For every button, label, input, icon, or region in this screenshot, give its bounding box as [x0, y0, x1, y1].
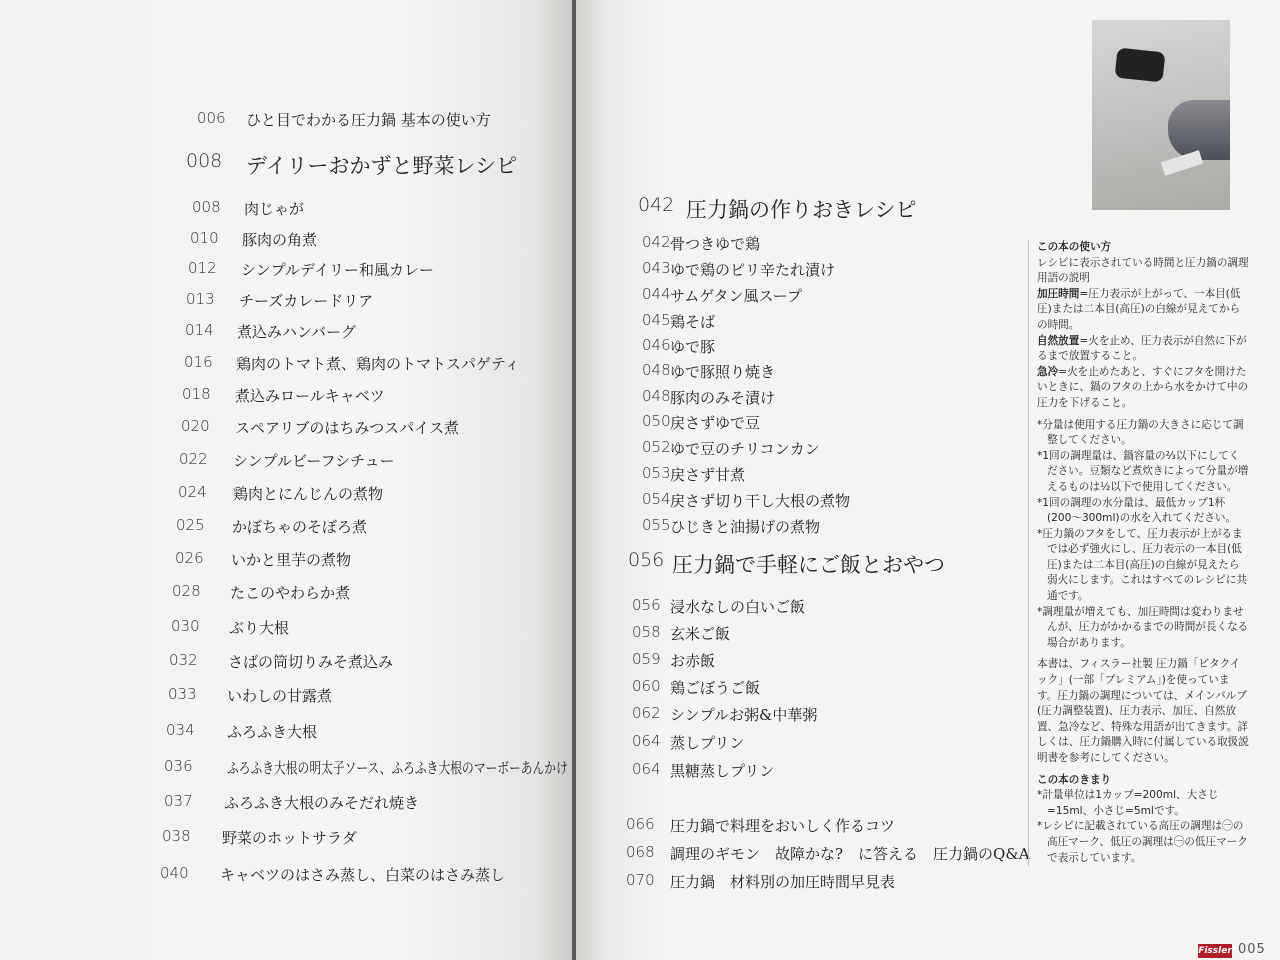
- toc-page-number: 028: [172, 582, 201, 600]
- toc-page-number: 040: [160, 864, 189, 882]
- toc-title: 玄米ご飯: [670, 625, 731, 643]
- toc-title: 煮込みロールキャベツ: [235, 387, 385, 405]
- pressure-cooker-photo: [1092, 20, 1230, 210]
- toc-title: 圧力鍋で手軽にご飯とおやつ: [672, 553, 945, 577]
- toc-page-number: 045: [642, 311, 671, 329]
- toc-title: シンプルデイリー和風カレー: [241, 261, 434, 279]
- toc-page-number: 043: [642, 259, 671, 277]
- rules-heading: この本のきまり: [1037, 773, 1112, 786]
- how-to-use-sidebar: [1028, 240, 1249, 866]
- toc-page-number: 016: [184, 353, 213, 371]
- toc-title: 圧力鍋で料理をおいしく作るコツ: [670, 817, 896, 835]
- toc-title: 鶏肉とにんじんの煮物: [233, 485, 384, 503]
- toc-title: 野菜のホットサラダ: [222, 829, 357, 847]
- toc-page-number: 013: [186, 290, 215, 308]
- toc-title: 戻さず切り干し大根の煮物: [670, 492, 851, 510]
- toc-page-number: 022: [179, 450, 208, 468]
- term-quick-cool: 急冷=火を止めたあと、すぐにフタを開けたいときに、鍋のフタの上から水をかけて中の圧力を下げること。: [1037, 365, 1249, 409]
- toc-title: ふろふき大根の明太子ソース、ふろふき大根のマーボーあんかけ: [227, 759, 568, 777]
- toc-page-number: 033: [168, 685, 197, 703]
- toc-title: 豚肉の角煮: [242, 231, 318, 249]
- toc-title: 豚肉のみそ漬け: [670, 389, 776, 407]
- toc-title: シンプルビーフシチュー: [233, 452, 395, 470]
- toc-title: ゆで豚: [670, 338, 716, 356]
- toc-page-number: 064: [632, 760, 661, 778]
- toc-title: 圧力鍋の作りおきレシピ: [686, 198, 917, 222]
- toc-page-number: 068: [626, 843, 655, 861]
- toc-page-number: 056: [632, 596, 661, 614]
- toc-page-number: 062: [632, 704, 661, 722]
- toc-title: いわしの甘露煮: [227, 687, 333, 705]
- toc-page-number: 048: [642, 387, 671, 405]
- toc-title: ふろふき大根のみそだれ焼き: [224, 794, 420, 812]
- toc-page-number: 030: [171, 617, 200, 635]
- toc-page-number: 020: [181, 417, 210, 435]
- toc-title: ぶり大根: [229, 619, 290, 637]
- toc-title: 鶏そば: [670, 313, 716, 331]
- toc-title: ふろふき大根: [227, 723, 318, 741]
- toc-title: 戻さずゆで豆: [670, 414, 761, 432]
- note-capacity: *1回の調理量は、鍋容量の⅔以下にしてください。豆類など煮炊きによって分量が増えるものは½以下で使用してください。: [1037, 449, 1249, 493]
- toc-title: スペアリブのはちみつスパイス煮: [235, 419, 459, 437]
- note-water: *1回の調理の水分量は、最低カップ1杯(200〜300ml)の水を入れてください。: [1037, 496, 1237, 525]
- right-page: [576, 0, 1280, 960]
- toc-page-number: 046: [642, 336, 671, 354]
- toc-page-number: 037: [164, 792, 193, 810]
- toc-page-number: 042: [638, 194, 675, 216]
- toc-title: 蒸しプリン: [670, 734, 745, 752]
- toc-title: 調理のギモン 故障かな? に答える 圧力鍋のQ&A: [670, 845, 1030, 863]
- toc-page-number: 024: [178, 483, 207, 501]
- toc-page-number: 053: [642, 464, 671, 482]
- toc-page-number: 044: [642, 285, 671, 303]
- toc-page-number: 010: [190, 229, 219, 247]
- toc-title: さばの筒切りみそ煮込み: [228, 653, 394, 671]
- term-pressure-time: 加圧時間=圧力表示が上がって、一本目(低圧)または二本目(高圧)の白線が見えてからの時間。: [1037, 287, 1241, 331]
- toc-page-number: 056: [628, 549, 665, 571]
- toc-title: デイリーおかずと野菜レシピ: [246, 154, 518, 178]
- page-number: 005: [1238, 942, 1266, 957]
- rule-units: *計量単位は1カップ=200ml、大さじ=15ml、小さじ=5mlです。: [1037, 789, 1219, 817]
- term-natural-release: 自然放置=火を止め、圧力表示が自然に下がるまで放置すること。: [1037, 334, 1247, 363]
- toc-page-number: 058: [632, 623, 661, 641]
- toc-title: たこのやわらか煮: [230, 584, 351, 602]
- toc-page-number: 006: [197, 109, 226, 127]
- toc-title: 肉じゃが: [244, 200, 305, 218]
- toc-title: 煮込みハンバーグ: [237, 323, 356, 341]
- toc-page-number: 012: [188, 259, 217, 277]
- note-heat: *圧力鍋のフタをして、圧力表示が上がるまでは必ず強火にし、圧力表示の一本目(低圧)または二本目(高圧)の白線が見えたら弱火にします。これはすべてのレシピに共通です。: [1037, 527, 1247, 603]
- toc-title: ゆで豚照り焼き: [670, 363, 776, 381]
- toc-page-number: 054: [642, 490, 671, 508]
- toc-page-number: 055: [642, 516, 671, 534]
- brand-logo: Fissler: [1198, 946, 1232, 956]
- toc-page-number: 060: [632, 677, 661, 695]
- toc-page-number: 038: [162, 827, 191, 845]
- toc-title: ひと目でわかる圧力鍋 基本の使い方: [246, 111, 491, 129]
- toc-page-number: 034: [166, 721, 195, 739]
- toc-page-number: 048: [642, 361, 671, 379]
- rule-marks: *レシピに記載されている高圧の調理は㊀の高圧マーク、低圧の調理は㊀の低圧マークで表示しています。: [1037, 820, 1248, 864]
- toc-title: 圧力鍋 材料別の加圧時間早見表: [670, 873, 896, 891]
- toc-title: ゆで豆のチリコンカン: [670, 440, 820, 458]
- toc-page-number: 008: [186, 150, 223, 172]
- toc-title: 鶏ごぼうご飯: [670, 679, 761, 697]
- toc-title: いかと里芋の煮物: [231, 551, 352, 569]
- left-page: [0, 0, 574, 960]
- toc-page-number: 008: [192, 198, 221, 216]
- toc-title: ゆで鶏のピリ辛たれ漬け: [670, 261, 836, 279]
- toc-page-number: 025: [176, 516, 205, 534]
- toc-title: お赤飯: [670, 652, 716, 670]
- toc-title: 鶏肉のトマト煮、鶏肉のトマトスパゲティ: [236, 355, 520, 373]
- toc-title: ひじきと油揚げの煮物: [670, 518, 821, 536]
- toc-page-number: 059: [632, 650, 661, 668]
- toc-title: かぼちゃのそぼろ煮: [232, 518, 368, 536]
- toc-title: 浸水なしの白いご飯: [670, 598, 806, 616]
- toc-page-number: 036: [164, 757, 193, 775]
- toc-page-number: 052: [642, 438, 671, 456]
- toc-title: サムゲタン風スープ: [670, 287, 803, 305]
- toc-page-number: 018: [182, 385, 211, 403]
- toc-page-number: 014: [185, 321, 214, 339]
- sidebar-intro: レシピに表示されている時間と圧力鍋の調理用語の説明: [1037, 256, 1249, 285]
- toc-page-number: 064: [632, 732, 661, 750]
- toc-title: シンプルお粥&中華粥: [670, 706, 818, 724]
- note-time: *調理量が増えても、加圧時間は変わりませんが、圧力がかかるまでの時間が長くなる場合があります。: [1037, 605, 1249, 649]
- show-through-text: [400, 690, 422, 721]
- toc-title: 骨つきゆで鶏: [670, 235, 761, 253]
- toc-title: キャベツのはさみ蒸し、白菜のはさみ蒸し: [220, 866, 506, 884]
- toc-page-number: 042: [642, 233, 671, 251]
- toc-page-number: 050: [642, 412, 671, 430]
- toc-title: 戻さず甘煮: [670, 466, 746, 484]
- sidebar-heading: この本の使い方: [1037, 241, 1112, 253]
- toc-page-number: 066: [626, 815, 655, 833]
- toc-title: 黒糖蒸しプリン: [670, 762, 775, 780]
- toc-title: チーズカレードリア: [239, 292, 374, 310]
- note-quantity: *分量は使用する圧力鍋の大きさに応じて調整してください。: [1037, 418, 1244, 447]
- toc-page-number: 070: [626, 871, 655, 889]
- toc-page-number: 032: [169, 651, 198, 669]
- toc-page-number: 026: [175, 549, 204, 567]
- sidebar-paragraph: 本書は、フィスラー社製 圧力鍋「ビタクイック」(一部「プレミアム」)を使っています。圧力鍋の調理については、メインバルブ(圧力調整装置)、圧力表示、加圧、自然放置、急冷など、特殊な用語が出てきます。詳しくは、圧力鍋購入時に付属している取扱説明書を参考にしてください。: [1037, 658, 1249, 764]
